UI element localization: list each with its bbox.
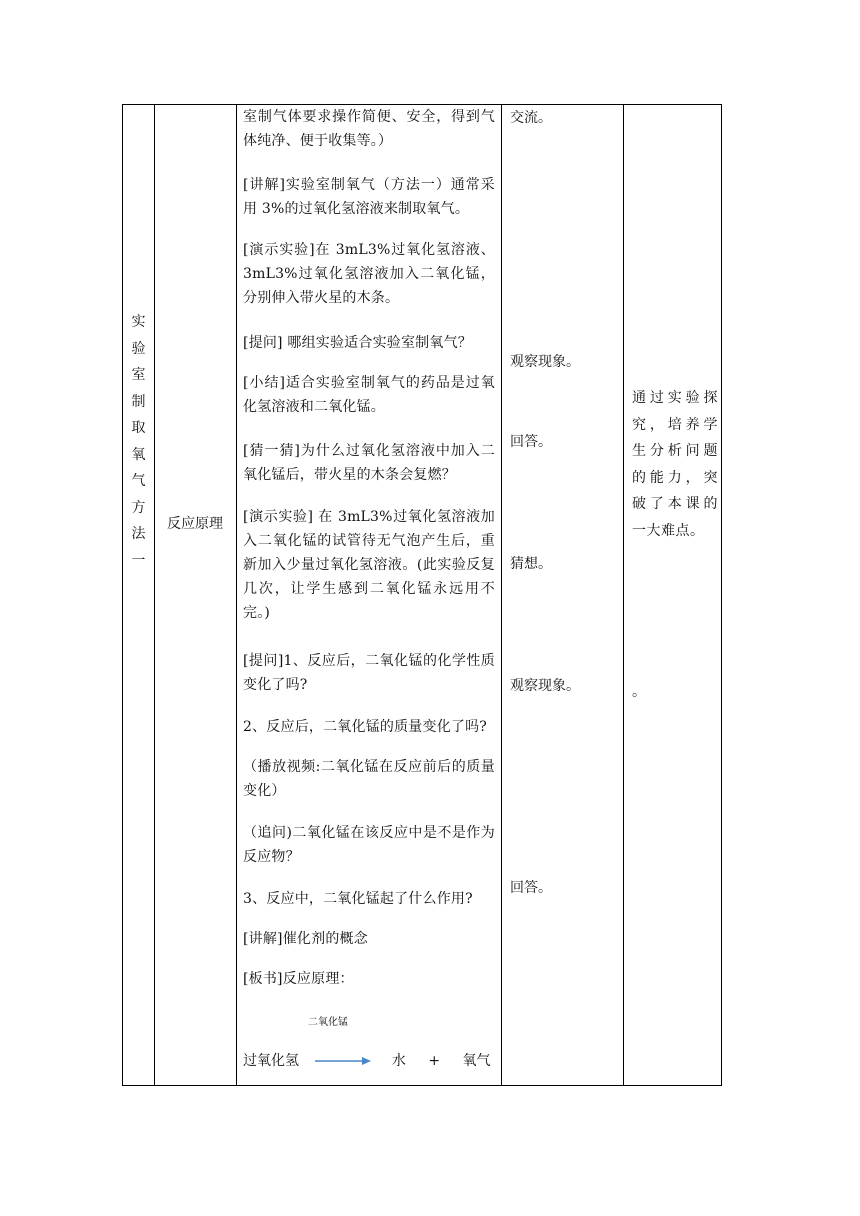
student-activity-column xyxy=(501,105,623,1085)
stage-char: 法 xyxy=(131,526,146,542)
design-intent: 通过实验探究，培养学生分析问题的能力，突破了本课的一大难点。 xyxy=(632,390,718,539)
student-activity: 观察现象。 xyxy=(510,354,580,370)
stage-char: 方 xyxy=(131,499,146,516)
stage-char: 取 xyxy=(131,420,146,436)
teacher-paragraph: [提问] 哪组实验适合实验室制氧气？ xyxy=(243,335,472,351)
student-activity: 观察现象。 xyxy=(510,678,580,694)
stage-char: 制 xyxy=(131,393,146,410)
product-water: 水 xyxy=(391,1053,406,1069)
teacher-paragraph: [讲解]催化剂的概念 xyxy=(243,931,368,947)
teacher-paragraph: [演示实验]在 3mL3%过氧化氢溶液、3mL3%过氧化氢溶液加入二氧化锰，分别伸入带火星的木条。 xyxy=(243,242,495,306)
section-label: 反应原理 xyxy=(167,516,223,532)
reaction-condition: 二氧化锰 xyxy=(308,1017,348,1028)
stage-column xyxy=(123,105,154,1085)
column-divider xyxy=(154,105,155,1085)
teacher-paragraph: 室制气体要求操作简便、安全，得到气体纯净、便于收集等。） xyxy=(243,109,495,149)
student-activity: 交流。 xyxy=(510,110,552,126)
teacher-paragraph: [讲解]实验室制氧气（方法一）通常采用 3%的过氧化氢溶液来制取氧气。 xyxy=(243,177,495,217)
teacher-paragraph: [小结]适合实验室制氧气的药品是过氧化氢溶液和二氧化锰。 xyxy=(243,375,495,415)
stage-char: 氧 xyxy=(131,446,146,463)
stage-char: 验 xyxy=(131,340,146,357)
reaction-arrow-icon xyxy=(315,1056,371,1066)
teacher-paragraph: [猜一猜]为什么过氧化氢溶液中加入二氧化锰后，带火星的木条会复燃？ xyxy=(243,443,495,483)
teacher-paragraph: （追问)二氧化锰在该反应中是不是作为反应物？ xyxy=(243,825,495,865)
stage-char: 室 xyxy=(131,367,146,383)
teacher-paragraph: （播放视频:二氧化锰在反应前后的质量变化） xyxy=(243,759,495,799)
teacher-paragraph: 2、反应后，二氧化锰的质量变化了吗? xyxy=(243,719,488,735)
student-activity: 回答。 xyxy=(510,434,552,450)
teacher-paragraph: [板书]反应原理： xyxy=(243,971,354,987)
reactant: 过氧化氢 xyxy=(243,1053,299,1069)
teacher-paragraph: [演示实验] 在 3mL3%过氧化氢溶液加入二氧化锰的试管待无气泡产生后，重新加入少量过氧化氢溶液。(此实验反复几次，让学生感到二氧化锰永远用不完。) xyxy=(243,509,495,621)
lesson-table xyxy=(122,104,722,1086)
design-intent-column xyxy=(623,105,723,1085)
design-intent-mark: 。 xyxy=(632,684,647,700)
teacher-paragraph: [提问]1、反应后，二氧化锰的化学性质变化了吗? xyxy=(243,653,495,693)
stage-label xyxy=(123,309,154,574)
plus-sign: + xyxy=(428,1053,441,1069)
student-activity: 回答。 xyxy=(510,880,552,896)
product-oxygen: 氧气 xyxy=(462,1053,491,1069)
teacher-paragraph: 3、反应中，二氧化锰起了什么作用? xyxy=(243,891,473,907)
teacher-activity-column xyxy=(236,105,501,1085)
student-activity: 猜想。 xyxy=(510,556,552,572)
stage-char: 实 xyxy=(131,314,146,330)
stage-char: 一 xyxy=(131,552,146,569)
stage-char: 气 xyxy=(131,473,146,489)
reaction-equation xyxy=(243,1050,491,1070)
